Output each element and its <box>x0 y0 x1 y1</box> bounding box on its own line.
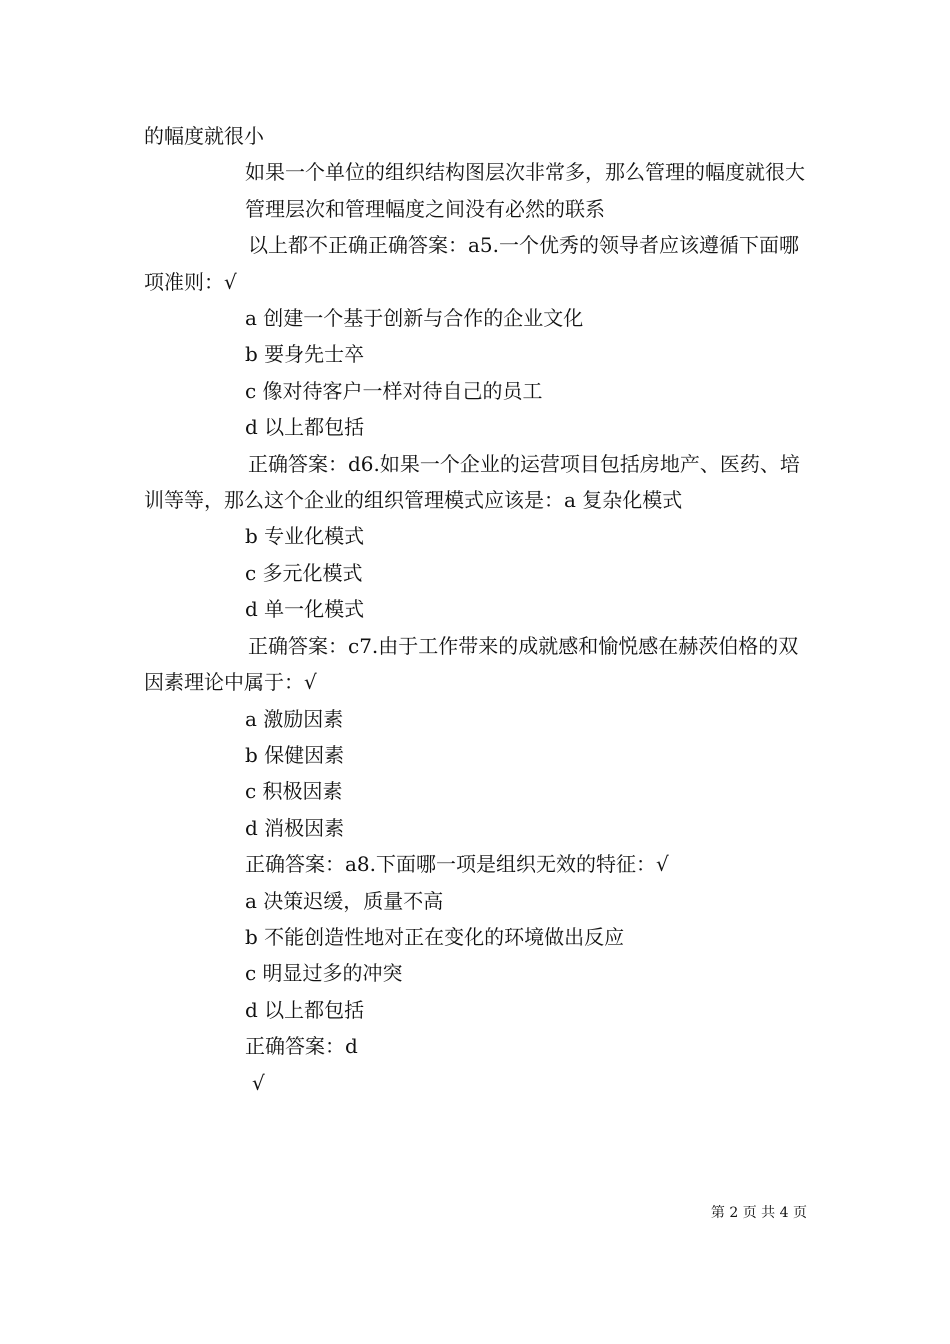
check-mark: √ <box>252 1070 265 1095</box>
text-line: 管理层次和管理幅度之间没有必然的联系 <box>245 196 605 221</box>
option-b: b 要身先士卒 <box>245 342 365 367</box>
option-c: c 多元化模式 <box>245 560 363 585</box>
option-a: a 激励因素 <box>245 706 344 731</box>
answer-line: 正确答案：d <box>245 1034 358 1059</box>
option-c: c 积极因素 <box>245 779 343 804</box>
text-line: 以上都不正确正确答案：a5.一个优秀的领导者应该遵循下面哪项准则：√ <box>144 233 800 294</box>
option-d: d 消极因素 <box>245 815 345 840</box>
option-d: d 以上都包括 <box>245 997 365 1022</box>
text-line: 如果一个单位的组织结构图层次非常多，那么管理的幅度就很大 <box>245 160 805 185</box>
document-body <box>144 118 808 1101</box>
answer-question-line: 正确答案：c7.由于工作带来的成就感和愉悦感在赫茨伯格的双因素理论中属于：√ <box>144 633 799 695</box>
page-number-footer: 第 2 页 共 4 页 <box>710 1205 807 1221</box>
option-a: a 决策迟缓，质量不高 <box>245 888 444 913</box>
option-d: d 以上都包括 <box>245 415 365 440</box>
option-d: d 单一化模式 <box>245 597 365 622</box>
option-a: a 创建一个基于创新与合作的企业文化 <box>245 306 584 331</box>
option-b: b 专业化模式 <box>245 524 365 549</box>
option-c: c 明显过多的冲突 <box>245 961 403 986</box>
answer-question-line: 正确答案：a8.下面哪一项是组织无效的特征：√ <box>245 852 669 877</box>
text-line: 的幅度就很小 <box>144 124 264 148</box>
option-c: c 像对待客户一样对待自己的员工 <box>245 378 543 403</box>
option-b: b 不能创造性地对正在变化的环境做出反应 <box>245 924 625 949</box>
option-b: b 保健因素 <box>245 742 345 767</box>
answer-question-line: 正确答案：d6.如果一个企业的运营项目包括房地产、医药、培训等等，那么这个企业的组织管理模式应该是：a 复杂化模式 <box>144 451 800 513</box>
